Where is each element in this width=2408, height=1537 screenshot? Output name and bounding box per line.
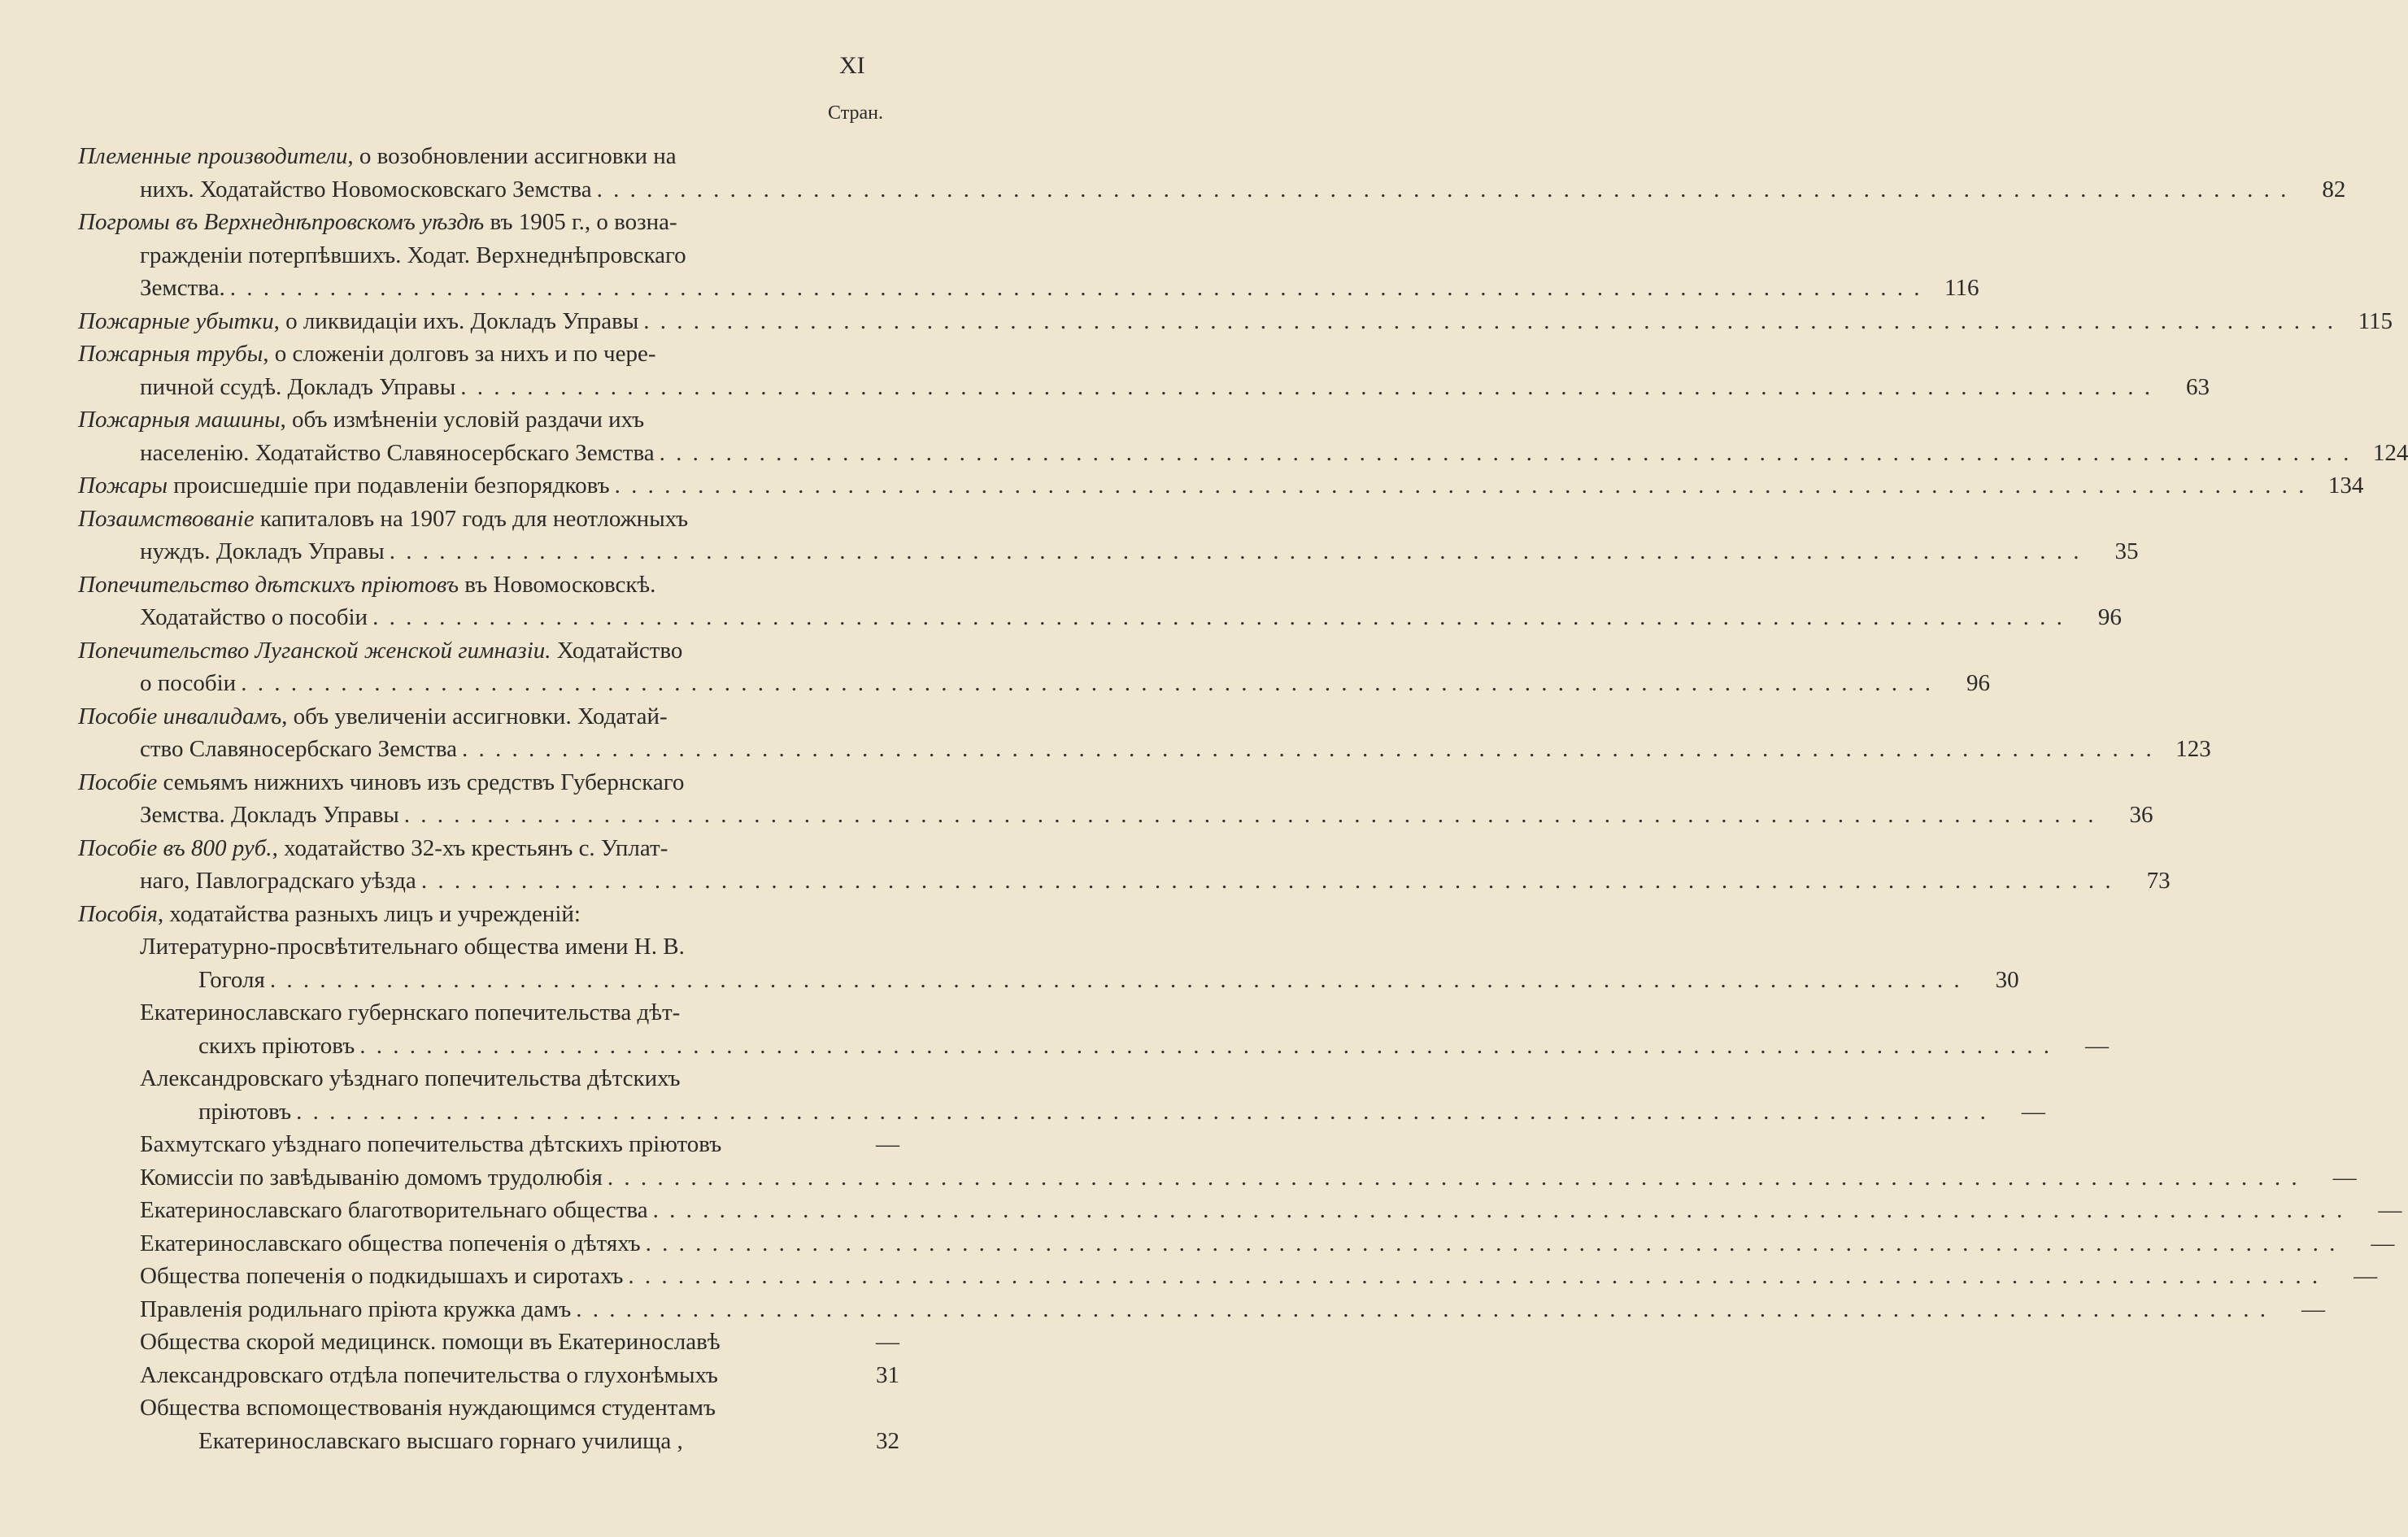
entry-heading-italic: Пособіе въ 800 руб. bbox=[78, 834, 272, 861]
entry-text bbox=[78, 503, 688, 536]
entry-text bbox=[198, 1030, 355, 1063]
entry-text bbox=[78, 305, 638, 338]
entry-text-segment: Общества вспомоществованія нуждающимся студентамъ bbox=[140, 1395, 716, 1421]
entry-line bbox=[78, 1227, 2395, 1261]
entry-text bbox=[140, 173, 592, 207]
entry-text bbox=[78, 700, 668, 734]
entry-heading-italic: Погромы въ Верхнеднѣпровскомъ уѣздѣ bbox=[78, 209, 485, 235]
index-entry bbox=[78, 469, 2364, 503]
dot-leader bbox=[643, 305, 2336, 338]
entry-text bbox=[140, 371, 455, 404]
entry-line bbox=[78, 634, 899, 668]
index-entry bbox=[78, 1260, 2378, 1293]
entry-text bbox=[140, 1227, 641, 1261]
entry-text-segment: Правленія родильнаго пріюта кружка дамъ bbox=[140, 1295, 572, 1322]
index-entry bbox=[78, 898, 899, 931]
dot-leader bbox=[270, 964, 1962, 997]
index-entry bbox=[78, 140, 2346, 206]
entry-line bbox=[78, 601, 2122, 634]
dot-leader bbox=[607, 1161, 2300, 1195]
entry-line bbox=[78, 1293, 2325, 1326]
entry-text-segment: Екатеринославскаго благотворительнаго общества bbox=[140, 1197, 648, 1223]
index-entry bbox=[78, 568, 2122, 634]
entry-line bbox=[78, 667, 1990, 700]
entry-text-segment: , объ измѣненіи условій раздачи ихъ bbox=[280, 407, 645, 433]
index-entry bbox=[78, 1161, 2357, 1195]
entry-text-segment: Общества попеченія о подкидышахъ и сиротахъ bbox=[140, 1263, 624, 1289]
entry-text-segment: населенію. Ходатайство Славяносербскаго Земства bbox=[140, 439, 655, 466]
page-reference: 115 bbox=[2358, 307, 2393, 334]
page-reference: 134 bbox=[2327, 472, 2364, 499]
entry-line bbox=[78, 371, 2210, 404]
page-reference: — bbox=[2332, 1164, 2357, 1191]
entry-text-segment: о пособіи bbox=[140, 670, 237, 696]
entry-heading-italic: Пожарныя трубы bbox=[78, 341, 263, 367]
dot-leader bbox=[230, 272, 1922, 305]
index-entry bbox=[78, 700, 2211, 766]
index-entry bbox=[78, 766, 2153, 832]
page-reference: 35 bbox=[2114, 538, 2139, 564]
entry-line bbox=[78, 1161, 2357, 1195]
entry-heading-italic: Пожарные убытки bbox=[78, 307, 274, 334]
entry-text-segment: Бахмутскаго уѣзднаго попечительства дѣтскихъ пріютовъ bbox=[140, 1131, 722, 1157]
index-entry bbox=[78, 996, 2109, 1062]
entry-text bbox=[78, 140, 677, 173]
entry-line bbox=[78, 1391, 899, 1425]
entry-line bbox=[78, 898, 899, 931]
entry-text-segment: ство Славяносербскаго Земства bbox=[140, 736, 458, 762]
entry-text bbox=[140, 437, 655, 470]
entry-text-segment: Литературно-просвѣтительнаго общества имени Н. В. bbox=[140, 934, 685, 960]
entry-line bbox=[78, 272, 1979, 305]
entry-text bbox=[198, 964, 265, 997]
entry-text bbox=[78, 634, 682, 668]
entry-line bbox=[78, 503, 899, 536]
page-reference: 73 bbox=[2146, 868, 2171, 894]
entry-text-segment: Екатеринославскаго высшаго горнаго училища , bbox=[198, 1427, 683, 1454]
entry-text bbox=[78, 469, 610, 503]
entry-line bbox=[78, 766, 899, 799]
entry-heading-italic: Попечительство дѣтскихъ пріютовъ bbox=[78, 571, 459, 598]
entry-text-segment: Ходатайство bbox=[551, 637, 683, 664]
index-entry bbox=[78, 1128, 899, 1161]
entry-text bbox=[140, 864, 416, 898]
entry-heading-italic: Пособіе bbox=[78, 768, 158, 795]
entry-text bbox=[78, 403, 644, 437]
entry-line bbox=[78, 568, 899, 602]
entry-text-segment: капиталовъ на 1907 годъ для неотложныхъ bbox=[254, 505, 689, 532]
entry-text bbox=[140, 1194, 648, 1227]
entry-line bbox=[78, 799, 2153, 832]
entry-line bbox=[78, 535, 2139, 568]
dot-leader bbox=[576, 1293, 2268, 1326]
index-entry bbox=[78, 1326, 899, 1359]
entry-line bbox=[78, 1326, 899, 1359]
page-reference: — bbox=[876, 1131, 899, 1157]
page-reference: 32 bbox=[876, 1427, 899, 1454]
index-entry bbox=[78, 1391, 899, 1457]
entry-text-segment: Общества скорой медицинск. помощи въ Екатеринославѣ bbox=[140, 1329, 721, 1355]
dot-leader bbox=[421, 864, 2114, 898]
dot-leader bbox=[460, 371, 2153, 404]
entry-text-segment: Екатеринославскаго губернскаго попечительства дѣт- bbox=[140, 999, 681, 1025]
page-reference: 82 bbox=[2322, 176, 2346, 202]
entry-text bbox=[140, 1062, 681, 1095]
entry-text-segment: семьямъ нижнихъ чиновъ изъ средствъ Губернскаго bbox=[157, 768, 685, 795]
entry-text bbox=[140, 1260, 623, 1293]
index-entry bbox=[78, 1359, 899, 1392]
page-reference: 63 bbox=[2185, 373, 2210, 400]
entry-line bbox=[78, 1359, 899, 1392]
entry-line bbox=[78, 930, 899, 964]
entry-text-segment: , ходатайство 32-хъ крестьянъ с. Уплат- bbox=[272, 834, 668, 861]
entry-text bbox=[140, 1326, 721, 1359]
entry-heading-italic: Позаимствованіе bbox=[78, 505, 255, 532]
page-reference: 116 bbox=[1944, 275, 1979, 301]
page-reference: 31 bbox=[876, 1361, 899, 1388]
entry-line bbox=[78, 864, 2171, 898]
entry-text-segment: Комиссіи по завѣдыванію домомъ трудолюбія bbox=[140, 1164, 603, 1191]
entry-line bbox=[78, 206, 899, 239]
page-reference: — bbox=[2085, 1032, 2109, 1059]
entry-heading-italic: Пожары bbox=[78, 472, 168, 499]
entry-line bbox=[78, 173, 2346, 207]
entry-line bbox=[78, 996, 899, 1030]
entry-text-segment: происшедшіе при подавленіи безпорядковъ bbox=[167, 472, 610, 499]
entry-line bbox=[78, 403, 899, 437]
entry-text-segment: , ходатайства разныхъ лицъ и учрежденій: bbox=[157, 900, 581, 927]
entry-line bbox=[78, 337, 899, 371]
dot-leader bbox=[359, 1030, 2052, 1063]
index-entry bbox=[78, 1062, 2045, 1128]
entry-text bbox=[140, 1359, 718, 1392]
entry-heading-italic: Попечительство Луганской женской гимназіи. bbox=[78, 637, 551, 664]
entry-line bbox=[78, 469, 2364, 503]
entry-text-segment: въ 1905 г., о возна- bbox=[484, 209, 677, 235]
entry-text-segment: пичной ссудѣ. Докладъ Управы bbox=[140, 373, 456, 400]
entry-text bbox=[198, 1425, 683, 1458]
entry-text-segment: Земства. bbox=[140, 275, 225, 301]
entry-text bbox=[78, 766, 684, 799]
entry-heading-italic: Пожарныя машины bbox=[78, 407, 281, 433]
entry-text-segment: Ходатайство о пособіи bbox=[140, 604, 368, 630]
dot-leader bbox=[390, 535, 2082, 568]
entry-text bbox=[140, 667, 236, 700]
page-reference: — bbox=[2378, 1197, 2402, 1223]
index-entry bbox=[78, 1194, 2402, 1227]
entry-text-segment: Екатеринославскаго общества попеченія о дѣтяхъ bbox=[140, 1230, 641, 1256]
entry-text-segment: нихъ. Ходатайство Новомосковскаго Земства bbox=[140, 176, 592, 202]
entry-text bbox=[140, 1161, 603, 1195]
entry-text bbox=[140, 535, 385, 568]
entry-line bbox=[78, 140, 899, 173]
entry-line bbox=[78, 437, 2408, 470]
entry-text bbox=[78, 337, 656, 371]
entry-line bbox=[78, 964, 2019, 997]
entry-text bbox=[140, 930, 685, 964]
entry-text-segment: Александровскаго отдѣла попечительства о глухонѣмыхъ bbox=[140, 1361, 718, 1388]
entry-line bbox=[78, 1260, 2378, 1293]
dot-leader bbox=[615, 469, 2307, 503]
entry-text bbox=[140, 239, 686, 272]
page-reference: 123 bbox=[2175, 736, 2211, 762]
entry-text bbox=[198, 1095, 291, 1129]
entry-text bbox=[78, 832, 668, 865]
dot-leader bbox=[462, 733, 2154, 766]
entry-text-segment: гражденіи потерпѣвшихъ. Ходат. Верхнеднѣпровскаго bbox=[140, 242, 686, 268]
entry-text bbox=[78, 206, 677, 239]
entry-line bbox=[78, 1095, 2045, 1129]
dot-leader bbox=[660, 437, 2352, 470]
entry-line bbox=[78, 700, 899, 734]
index-entry bbox=[78, 930, 2019, 996]
entry-text-segment: Земства. Докладъ Управы bbox=[140, 802, 399, 828]
entry-heading-italic: Пособія bbox=[78, 900, 158, 927]
page-reference: — bbox=[876, 1329, 899, 1355]
entry-line bbox=[78, 305, 2393, 338]
index-entry bbox=[78, 1293, 2325, 1326]
entry-text-segment: Александровскаго уѣзднаго попечительства дѣтскихъ bbox=[140, 1065, 681, 1091]
entry-line bbox=[78, 1128, 899, 1161]
entry-text-segment: въ Новомосковскѣ. bbox=[459, 571, 656, 598]
entry-text bbox=[140, 1391, 716, 1425]
dot-leader bbox=[241, 667, 1933, 700]
index-entry bbox=[78, 337, 2210, 403]
entry-heading-italic: Пособіе инвалидамъ bbox=[78, 703, 282, 729]
index-entries bbox=[78, 140, 2408, 1457]
entry-line bbox=[78, 1194, 2402, 1227]
index-entry bbox=[78, 206, 1979, 305]
dot-leader bbox=[296, 1095, 1988, 1129]
entry-text bbox=[140, 799, 399, 832]
entry-text bbox=[140, 1128, 721, 1161]
index-entry bbox=[78, 305, 2393, 338]
page-reference: 36 bbox=[2129, 802, 2153, 828]
entry-text-segment: , о ликвидаціи ихъ. Докладъ Управы bbox=[273, 307, 639, 334]
entry-text bbox=[140, 601, 368, 634]
entry-line bbox=[78, 1030, 2109, 1063]
entry-text bbox=[140, 272, 225, 305]
dot-leader bbox=[597, 173, 2289, 207]
entry-line bbox=[78, 239, 899, 272]
entry-text-segment: Гоголя bbox=[198, 966, 265, 993]
page-reference: 30 bbox=[1995, 966, 2019, 993]
dot-leader bbox=[628, 1260, 2320, 1293]
entry-text-segment: , объ увеличеніи ассигновки. Ходатай- bbox=[281, 703, 668, 729]
page-number: XI bbox=[839, 52, 865, 79]
page-reference: — bbox=[2301, 1295, 2325, 1322]
index-entry bbox=[78, 503, 2139, 568]
entry-text bbox=[140, 1293, 571, 1326]
index-entry bbox=[78, 403, 2408, 469]
entry-text bbox=[140, 733, 457, 766]
entry-text-segment: , о сложеніи долговъ за нихъ и по чере- bbox=[263, 341, 656, 367]
index-entry bbox=[78, 832, 2171, 898]
dot-leader bbox=[646, 1227, 2338, 1261]
page-reference: 124 bbox=[2372, 439, 2408, 466]
index-entry bbox=[78, 634, 1990, 700]
page-reference: 96 bbox=[1966, 670, 1990, 696]
entry-line bbox=[78, 1425, 899, 1458]
index-entry bbox=[78, 1227, 2395, 1261]
entry-text bbox=[78, 568, 655, 602]
entry-text-segment: наго, Павлоградскаго уѣзда bbox=[140, 868, 416, 894]
page-reference: — bbox=[2354, 1263, 2378, 1289]
page-column-label: Стран. bbox=[828, 102, 883, 124]
page-reference: — bbox=[2021, 1098, 2045, 1125]
entry-text-segment: скихъ пріютовъ bbox=[198, 1032, 355, 1059]
page-reference: 96 bbox=[2097, 604, 2122, 630]
entry-text bbox=[140, 996, 680, 1030]
entry-line bbox=[78, 1062, 899, 1095]
entry-line bbox=[78, 733, 2211, 766]
dot-leader bbox=[404, 799, 2097, 832]
entry-text-segment: нуждъ. Докладъ Управы bbox=[140, 538, 385, 564]
entry-text bbox=[78, 898, 581, 931]
entry-text-segment: пріютовъ bbox=[198, 1098, 292, 1125]
dot-leader bbox=[372, 601, 2065, 634]
entry-line bbox=[78, 832, 899, 865]
entry-heading-italic: Племенные производители bbox=[78, 143, 348, 169]
entry-text-segment: , о возобновлении ассигновки на bbox=[347, 143, 677, 169]
dot-leader bbox=[653, 1194, 2345, 1227]
page-reference: — bbox=[2371, 1230, 2395, 1256]
